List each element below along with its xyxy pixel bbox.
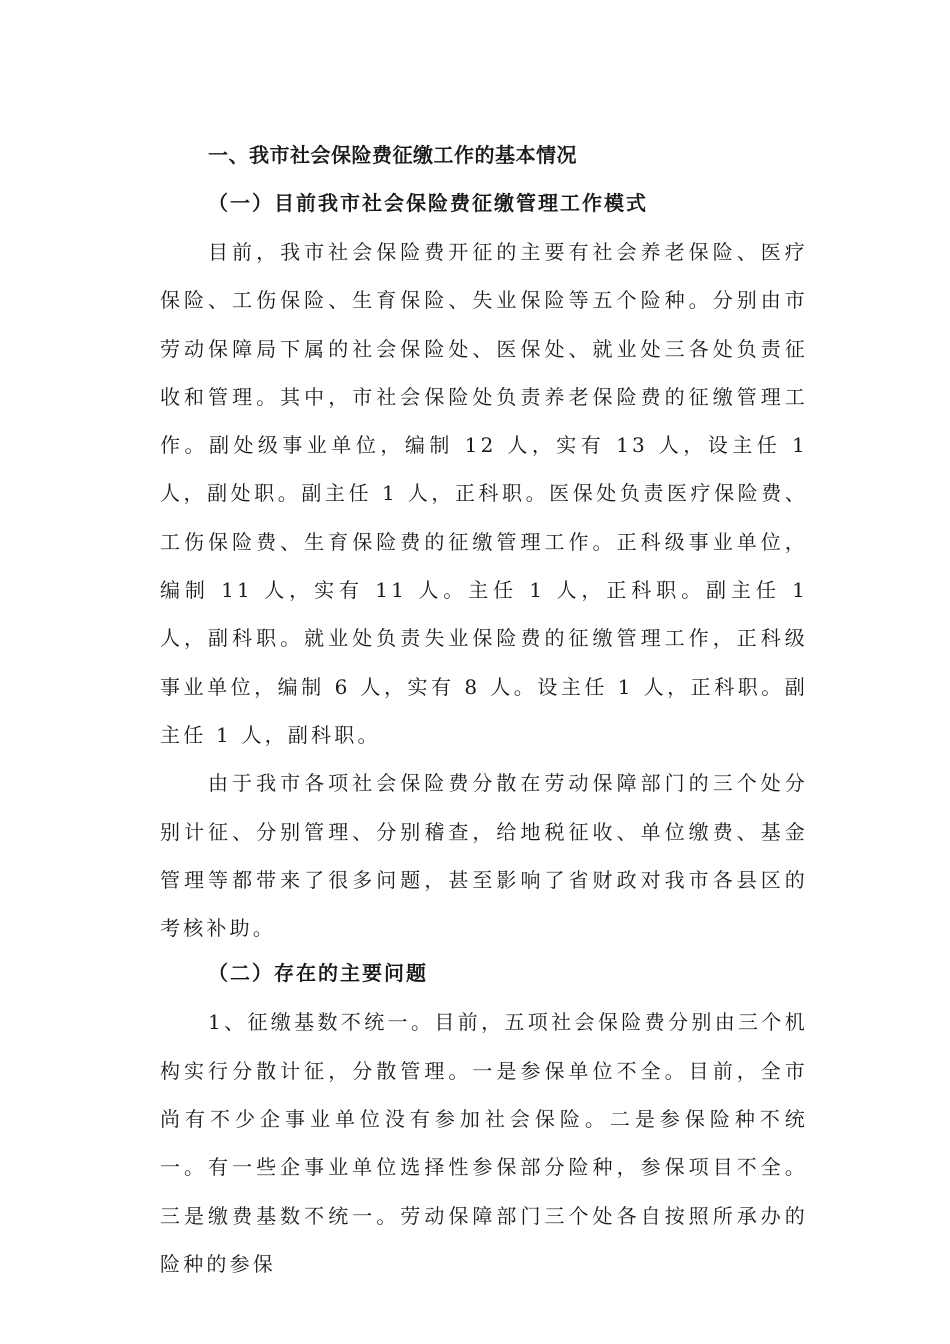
paragraph-3: 1、征缴基数不统一。目前，五项社会保险费分别由三个机构实行分散计征，分散管理。一是参保单位不全。目前，全市尚有不少企事业单位没有参加社会保险。二是参保险种不统一。有一些企事业单位选择性参保部分险种，参保项目不全。三是缴费基数不统一。劳动保障部门三个处各自按照所承办的险种的参保 — [160, 1010, 808, 1276]
section-2-heading: （二）存在的主要问题 — [208, 961, 428, 986]
section-1-heading: （一）目前我市社会保险费征缴管理工作模式 — [208, 191, 648, 215]
paragraph-1: 目前，我市社会保险费开征的主要有社会养老保险、医疗保险、工伤保险、生育保险、失业保险等五个险种。分别由市劳动保障局下属的社会保险处、医保处、就业处三各处负责征收和管理。其中，市社会保险处负责养老保险费的征缴管理工作。副处级事业单位，编制 12 人，实有 13 人，设主任 1 人，副处职。副主任 1 人，正科职。医保处负责医疗保险费、工伤保险费、生育保险费的征缴管理工作。正科级事业单位，编制 11 人，实有 11 人。主任 1 人，正科职。副主任 1 人，副科职。就业处负责失业保险费的征缴管理工作，正科级事业单位，编制 6 人，实有 8 人。设主任 1 人，正科职。副主任 1 人，副科职。 — [160, 240, 808, 747]
paragraph-2: 由于我市各项社会保险费分散在劳动保障部门的三个处分别计征、分别管理、分别稽查，给地税征收、单位缴费、基金管理等都带来了很多问题，甚至影响了省财政对我市各县区的考核补助。 — [160, 771, 808, 941]
main-heading: 一、我市社会保险费征缴工作的基本情况 — [208, 143, 577, 167]
document-body — [160, 138, 808, 1288]
